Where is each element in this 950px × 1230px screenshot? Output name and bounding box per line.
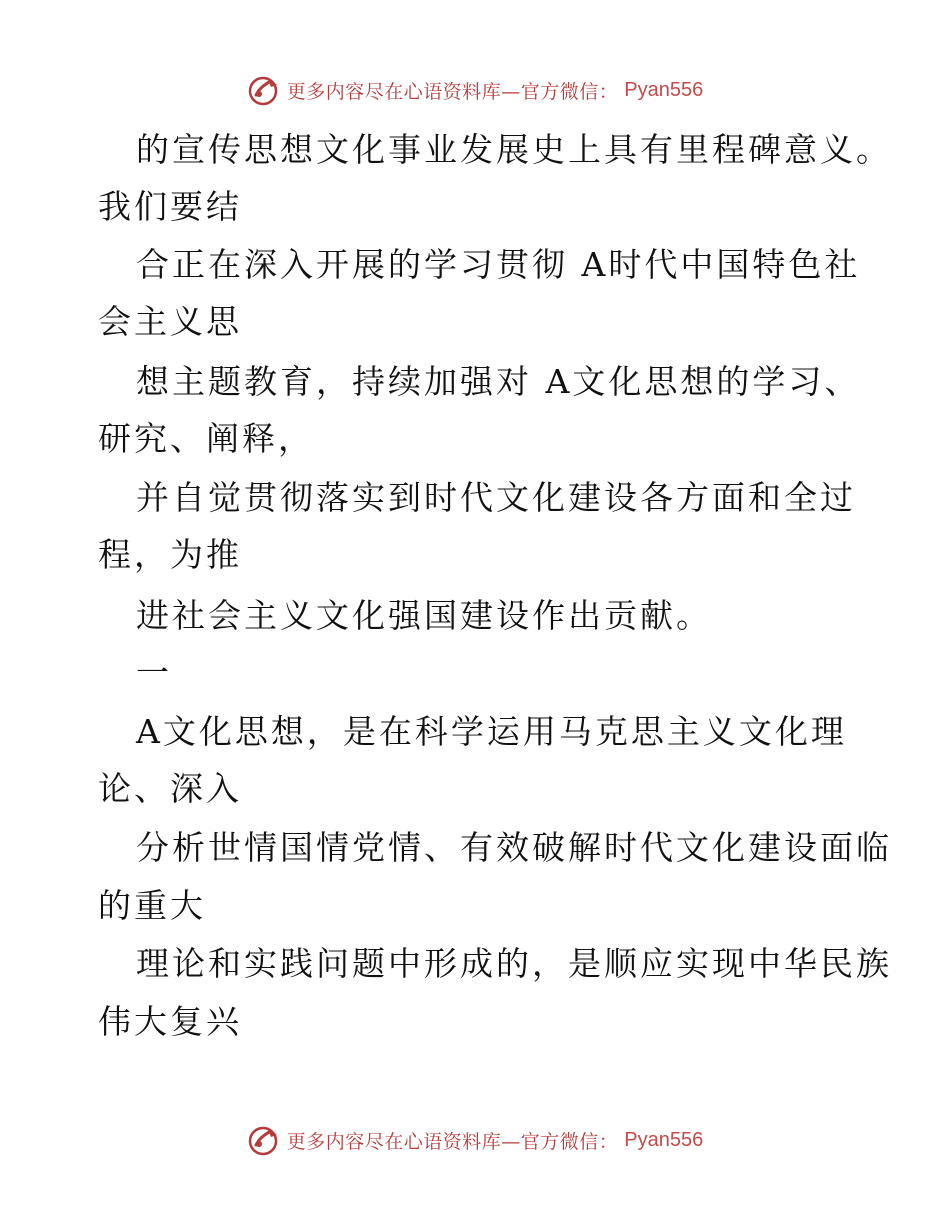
watermark-text: 更多内容尽在心语资料库—官方微信：	[286, 1130, 619, 1153]
body-line: 理论和实践问题中形成的，是顺应实现中华民族	[136, 944, 892, 983]
body-line: 合正在深入开展的学习贯彻 A时代中国特色社	[136, 245, 861, 284]
body-line: A文化思想，是在科学运用马克思主义文化理	[136, 712, 847, 751]
body-line: 的重大	[98, 886, 206, 925]
body-line: 的宣传思想文化事业发展史上具有里程碑意义。	[136, 130, 892, 169]
header-watermark	[0, 70, 950, 110]
brush-logo-icon	[247, 1123, 281, 1157]
body-line: 分析世情国情党情、有效破解时代文化建设面临	[136, 828, 892, 867]
body-line: 程，为推	[98, 535, 242, 574]
watermark-id: Pyan556	[624, 1128, 704, 1151]
body-line: 我们要结	[98, 187, 242, 226]
body-line: 想主题教育，持续加强对 A文化思想的学习、	[136, 362, 861, 401]
body-line: 并自觉贯彻落实到时代文化建设各方面和全过	[136, 478, 856, 517]
watermark-text: 更多内容尽在心语资料库—官方微信：	[286, 80, 619, 103]
body-line: 一	[136, 653, 172, 692]
watermark-id: Pyan556	[624, 78, 704, 101]
brush-logo-icon	[247, 73, 281, 107]
body-line: 研究、阐释，	[98, 419, 314, 458]
body-line: 论、深入	[98, 769, 242, 808]
body-line: 伟大复兴	[98, 1002, 242, 1041]
body-line: 进社会主义文化强国建设作出贡献。	[136, 596, 712, 635]
body-line: 会主义思	[98, 302, 242, 341]
footer-watermark	[0, 1120, 950, 1160]
